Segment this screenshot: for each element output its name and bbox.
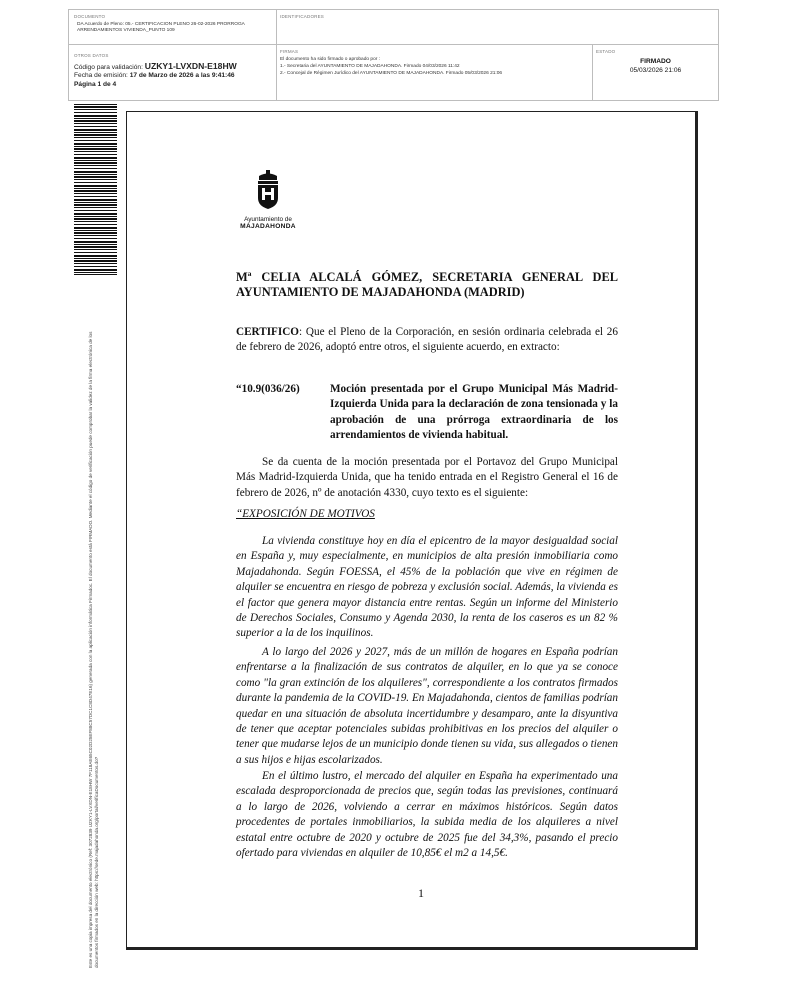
body-paragraph-1: La vivienda constituye hoy en día el epicentro de la mayor desigualdad social en España y, muy especialmente, en municipios de alta presión inmobiliaria como Majadahonda. Según FOESSA, el 45% de la población que vive en régimen de alquiler se encuentra en riesgo de pobreza y exclusión social. Además, la vivienda es el factor que genera mayor distancia entre rentas. Según un informe del Ministerio de Derechos Sociales, Consumo y Agenda 2030, la renta de los caseros es un 82 % superior a la de los inquilinos. xyxy=(236,535,618,640)
estado-value: FIRMADO xyxy=(640,58,671,65)
otros-datos-label: OTROS DATOS xyxy=(74,53,109,58)
side-verification-text: Este es una copia impresa del documento electrónico (Ref: 3072839 UZKY1-LVXDN-E18HW 7F118AE65C02D25EF88C57DC1C8D47E16) generada con la aplicación informática Firmadoc. El documento está FIRMADO. Mediante el código de verificación puede comprobar la validez de la firma electrónica de los documentos firmados en la dirección web: https://sede.majadahonda.org/portal/verificaDocumentos.do? xyxy=(88,331,99,968)
codigo-validacion xyxy=(74,62,237,72)
documento-text: DA Acuerdo de Pleno: 05.- CERTIFICACION PLENO 26-02-2026 PRORROGA ARRENDAMIENTOS VIVIENDA_PUNTO 109 xyxy=(77,22,245,34)
firmas-cell xyxy=(277,45,593,100)
ayuntamiento-logo xyxy=(235,170,301,236)
codigo-prefix: Código para validación: xyxy=(74,64,143,71)
estado-label: ESTADO xyxy=(596,49,616,54)
logo-line1: Ayuntamiento de xyxy=(244,216,292,223)
document-title: Mª CELIA ALCALÁ GÓMEZ, SECRETARIA GENERAL DEL AYUNTAMIENTO DE MAJADAHONDA (MADRID) xyxy=(236,270,618,299)
firmas-intro: El documento ha sido firmado o aprobado por : xyxy=(280,57,380,62)
certifico-paragraph xyxy=(236,325,618,356)
body-paragraph-2: A lo largo del 2026 y 2027, más de un millón de hogares en España podrían enfrentarse a la finalización de sus contratos de alquiler, en lo que ya se conoce como "la gran extinción de los alquileres", correspondiente a los contratos firmados durante la pandemia de la COVID-19. En Majadahonda, cientos de familias podrían quedar en una situación de absoluta incertidumbre y desamparo, ante la disyuntiva de tener que aceptar potenciales subidas prohibitivas en los precios del alquiler o tener que mudarse lejos de un municipio donde tienen su vida, sus allegados o tienen a sus hijos e hijas escolarizados. xyxy=(236,646,618,766)
identificadores-label: IDENTIFICADORES xyxy=(280,14,325,19)
pagina-indicator: Página 1 de 4 xyxy=(74,81,117,88)
logo-line2: MAJADAHONDA xyxy=(240,223,296,230)
motion-number: “10.9(036/26) xyxy=(236,383,300,395)
estado-cell xyxy=(593,45,718,100)
fecha-prefix: Fecha de emisión: xyxy=(74,72,128,79)
estado-date: 05/03/2026 21:06 xyxy=(629,67,682,74)
intro-paragraph: Se da cuenta de la moción presentada por el Portavoz del Grupo Municipal Más Madrid-Izquierda Unida, que ha tenido entrada en el Registro General el 16 de febrero de 2026, nº de anotación 4330, cuyo texto es el siguiente: xyxy=(236,456,618,499)
coat-of-arms-icon xyxy=(253,170,283,210)
firma-2: 2.- Concejal de Régimen Jurídico del AYUNTAMIENTO DE MAJADAHONDA. Firmado 05/03/2026 21:06 xyxy=(280,71,503,76)
certifico-text: : Que el Pleno de la Corporación, en sesión ordinaria celebrada el 26 de febrero de 2026, adoptó entre otros, el siguiente acuerdo, en extracto: xyxy=(236,326,618,354)
motion-title: Moción presentada por el Grupo Municipal Más Madrid-Izquierda Unida para la declaración de zona tensionada y la aprobación de una prórroga extraordinaria de los arrendamientos de vivienda habitual. xyxy=(330,383,618,442)
fecha-value: 17 de Marzo de 2026 a las 9:41:46 xyxy=(129,72,235,79)
body-paragraph-3: En el último lustro, el mercado del alquiler en España ha experimentado una escalada desproporcionada de precios que, según todas las previsiones, continuará a lo largo de 2026, volviendo a cerrar en máximos históricos. Según datos procedentes de portales inmobiliarios, la subida media de los alquileres a nivel estatal entre octubre de 2020 y octubre de 2025 fue del 34,3%, pasando el precio ofertado para viviendas en alquiler de 10,85€ el m2 a 14,5€. xyxy=(236,770,618,860)
fecha-emision xyxy=(74,72,235,80)
document-header xyxy=(68,9,719,101)
certifico-label: CERTIFICO xyxy=(236,326,300,338)
section-heading: “EXPOSICIÓN DE MOTIVOS xyxy=(236,508,375,520)
documento-label: DOCUMENTO xyxy=(74,14,106,19)
codigo-value: UZKY1-LVXDN-E18HW xyxy=(144,61,237,71)
page-number: 1 xyxy=(418,886,424,900)
firma-1: 1.- Secretaria del AYUNTAMIENTO DE MAJADAHONDA. Firmado 04/03/2026 11:42 xyxy=(280,64,460,69)
documento-cell xyxy=(69,10,277,45)
firmas-label: FIRMAS xyxy=(280,49,299,54)
barcode xyxy=(74,104,117,275)
identificadores-cell xyxy=(277,10,718,45)
otros-datos-cell xyxy=(69,45,277,100)
